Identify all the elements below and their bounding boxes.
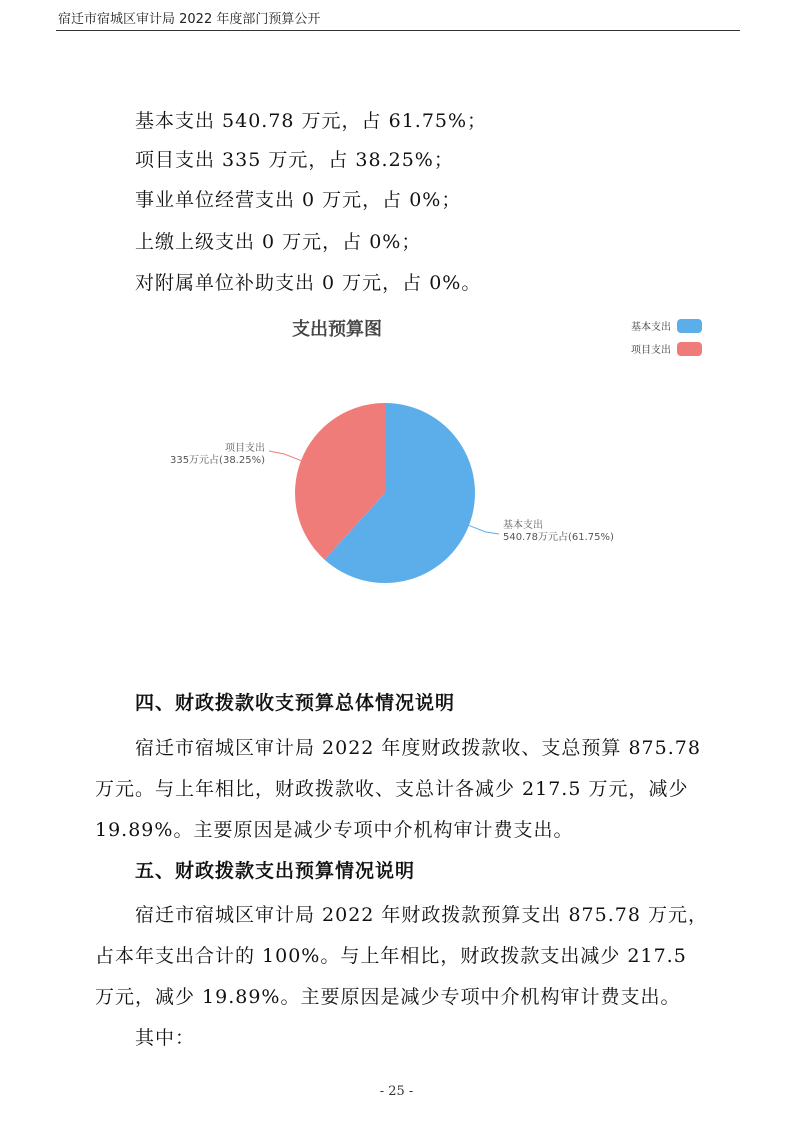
list-item-subsidiary: 对附属单位补助支出 0 万元，占 0%。	[135, 272, 482, 294]
section-4-line-3: 19.89%。主要原因是减少专项中介机构审计费支出。	[95, 819, 574, 841]
section-5-line-3: 万元，减少 19.89%。主要原因是减少专项中介机构审计费支出。	[95, 986, 681, 1008]
slice-label-basic-value: 540.78万元占(61.75%)	[503, 532, 614, 543]
list-item-upper: 上缴上级支出 0 万元，占 0%；	[135, 231, 422, 253]
slice-label-basic-name: 基本支出	[503, 520, 543, 531]
pie-chart	[165, 305, 725, 615]
section-5-trailing: 其中：	[135, 1027, 196, 1049]
list-item-business: 事业单位经营支出 0 万元，占 0%；	[135, 189, 462, 211]
section-4-heading: 四、财政拨款收支预算总体情况说明	[135, 692, 456, 714]
legend-swatch-basic[interactable]	[677, 319, 702, 333]
chart-title: 支出预算图	[292, 319, 382, 340]
page-header: 宿迁市宿城区审计局 2022 年度部门预算公开	[58, 12, 321, 27]
section-5-line-1: 宿迁市宿城区审计局 2022 年财政拨款预算支出 875.78 万元，	[135, 904, 708, 926]
section-4-line-2: 万元。与上年相比，财政拨款收、支总计各减少 217.5 万元，减少	[95, 778, 689, 800]
slice-label-project-value: 335万元占(38.25%)	[169, 455, 265, 466]
section-5-line-2: 占本年支出合计的 100%。与上年相比，财政拨款支出减少 217.5	[95, 945, 687, 967]
header-divider	[56, 30, 740, 31]
page-number: - 25 -	[379, 1084, 414, 1099]
pie-chart-svg	[165, 305, 725, 615]
legend-label-project: 项目支出	[631, 345, 671, 356]
leader-line-project	[269, 451, 301, 460]
legend-label-basic: 基本支出	[631, 322, 671, 333]
section-4-line-1: 宿迁市宿城区审计局 2022 年度财政拨款收、支总预算 875.78	[135, 737, 701, 759]
section-5-heading: 五、财政拨款支出预算情况说明	[135, 860, 416, 882]
list-item-project: 项目支出 335 万元，占 38.25%；	[135, 149, 454, 171]
legend-swatch-project[interactable]	[677, 342, 702, 356]
slice-label-project-name: 项目支出	[225, 443, 265, 454]
leader-line-basic	[469, 525, 499, 533]
list-item-basic: 基本支出 540.78 万元，占 61.75%；	[135, 110, 488, 132]
